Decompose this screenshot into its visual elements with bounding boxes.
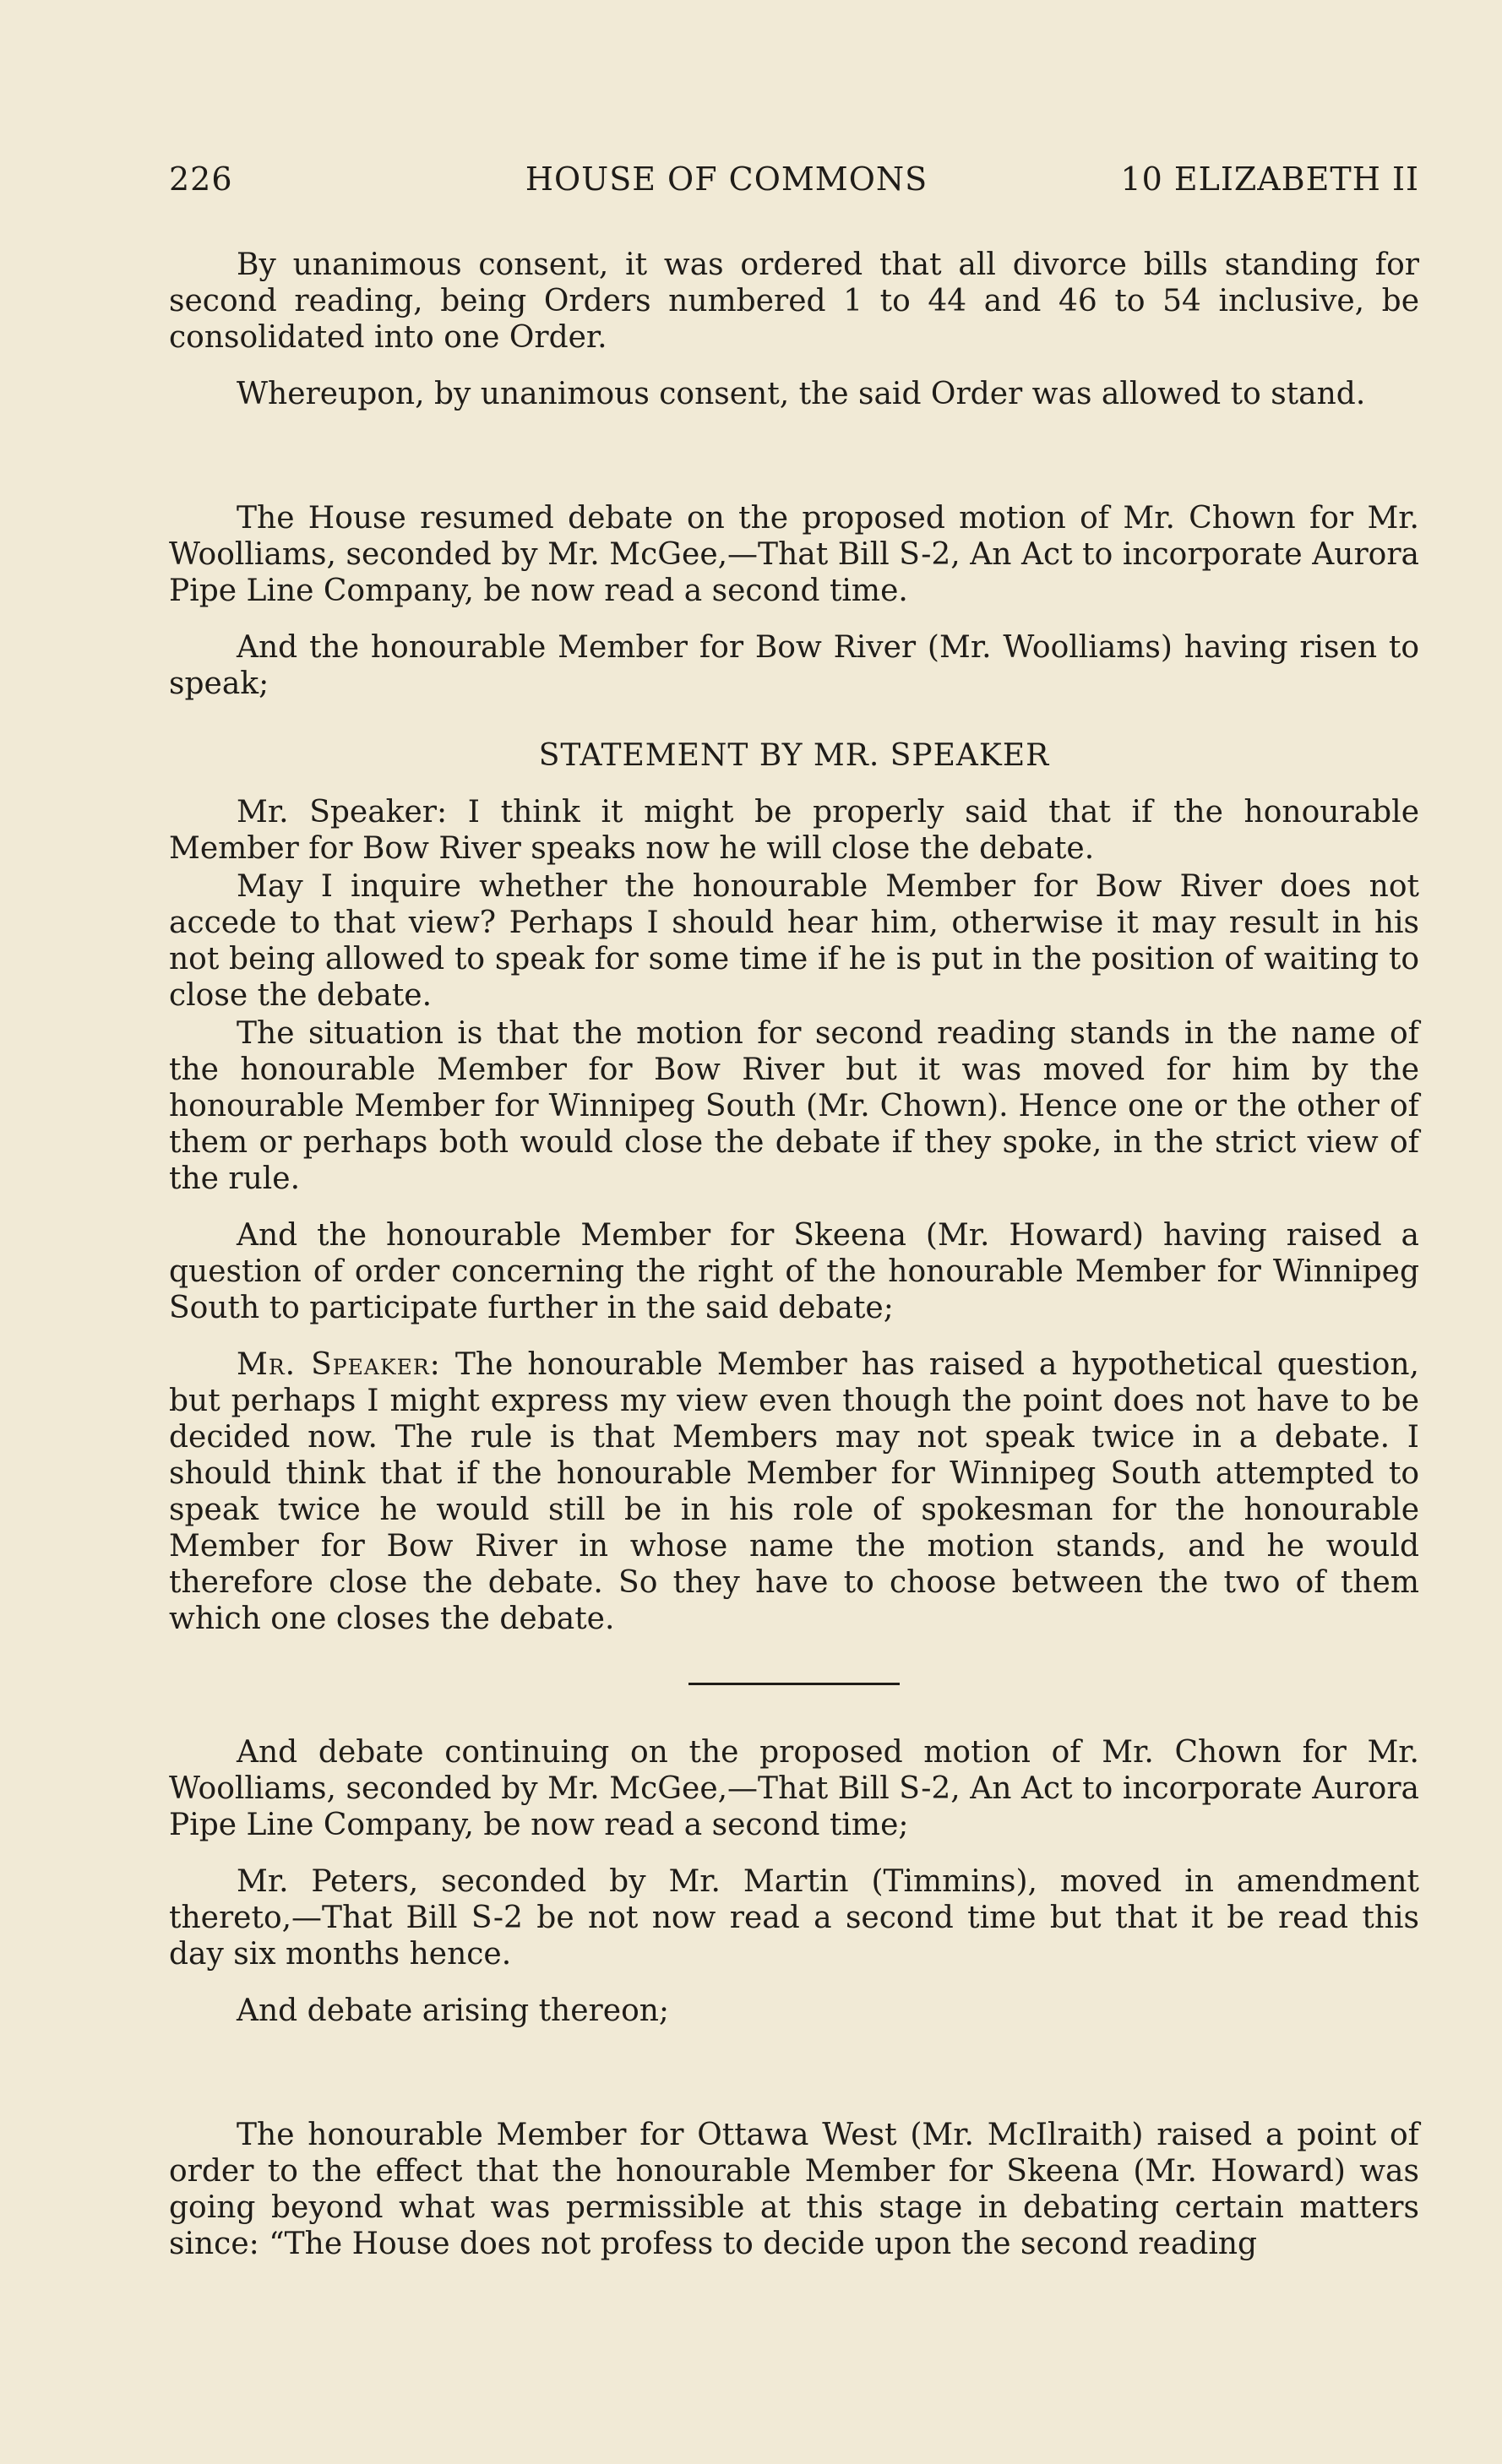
order-stands-paragraph: Whereupon, by unanimous consent, the said Order was allowed to stand.: [237, 377, 1366, 411]
point-of-order-paragraph: The honourable Member for Ottawa West (Mr. McIlraith) raised a point of order to the effect that the honourable Member for Skeena (Mr. Howard) was going beyond what was permissible at this stage in debating certain matters since: “The House does not profess to decide upon the second reading: [169, 2118, 1419, 2261]
member-risen-paragraph: And the honourable Member for Bow River (Mr. Woolliams) having risen to speak;: [169, 630, 1419, 701]
speaker-label: Mr. Speaker:: [237, 1347, 441, 1382]
journal-title: HOUSE OF COMMONS: [525, 160, 928, 198]
statement-heading: STATEMENT BY MR. SPEAKER: [538, 738, 1050, 773]
debate-arising-paragraph: And debate arising thereon;: [237, 1994, 670, 2028]
section-divider: [688, 1683, 900, 1685]
speaker-situation-paragraph: The situation is that the motion for second reading stands in the name of the honourable Member for Bow River but it was moved for him by the honourable Member for Winnipeg South (Mr. Chown). Hence one or the other of them or perhaps both would close the debate if they spoke, in the strict view of the rule.: [169, 1016, 1419, 1196]
speaker-statement-paragraph: Mr. Speaker: I think it might be properly said that if the honourable Member for Bow River speaks now he will close the debate.: [169, 795, 1419, 866]
debate-continuing-paragraph: And debate continuing on the proposed motion of Mr. Chown for Mr. Woolliams, seconded by Mr. McGee,—That Bill S-2, An Act to incorporate Aurora Pipe Line Company, be now read a second time;: [169, 1735, 1419, 1842]
question-of-order-paragraph: And the honourable Member for Skeena (Mr. Howard) having raised a question of order concerning the right of the honourable Member for Winnipeg South to participate further in the said debate;: [169, 1218, 1419, 1325]
amendment-paragraph: Mr. Peters, seconded by Mr. Martin (Timmins), moved in amendment thereto,—That Bill S-2 be not now read a second time but that it be read this day six months hence.: [169, 1864, 1419, 1972]
resumed-debate-paragraph: The House resumed debate on the proposed motion of Mr. Chown for Mr. Woolliams, seconded by Mr. McGee,—That Bill S-2, An Act to incorporate Aurora Pipe Line Company, be now read a second time.: [169, 501, 1419, 608]
speaker-ruling-paragraph: [169, 1346, 1419, 1637]
divorce-bills-paragraph: By unanimous consent, it was ordered that all divorce bills standing for second reading, being Orders numbered 1 to 44 and 46 to 54 inclusive, be consolidated into one Order.: [169, 247, 1419, 355]
page-number: 226: [169, 160, 233, 198]
speaker-inquiry-paragraph: May I inquire whether the honourable Member for Bow River does not accede to that view? Perhaps I should hear him, otherwise it may result in his not being allowed to speak for some time if he is put in the position of waiting to close the debate.: [169, 869, 1419, 1013]
journal-page: [169, 160, 1419, 2262]
running-header: [169, 160, 1419, 198]
regnal-year: 10 ELIZABETH II: [1120, 160, 1419, 198]
speaker-ruling-text: The honourable Member has raised a hypothetical question, but perhaps I might express my view even though the point does not have to be decided now. The rule is that Members may not speak twice in a debate. I should think that if the honourable Member for Winnipeg South attempted to speak twice he would still be in his role of spokesman for the honourable Member for Bow River in whose name the motion stands, and he would therefore close the debate. So they have to choose between the two of them which one closes the debate.: [169, 1347, 1419, 1636]
